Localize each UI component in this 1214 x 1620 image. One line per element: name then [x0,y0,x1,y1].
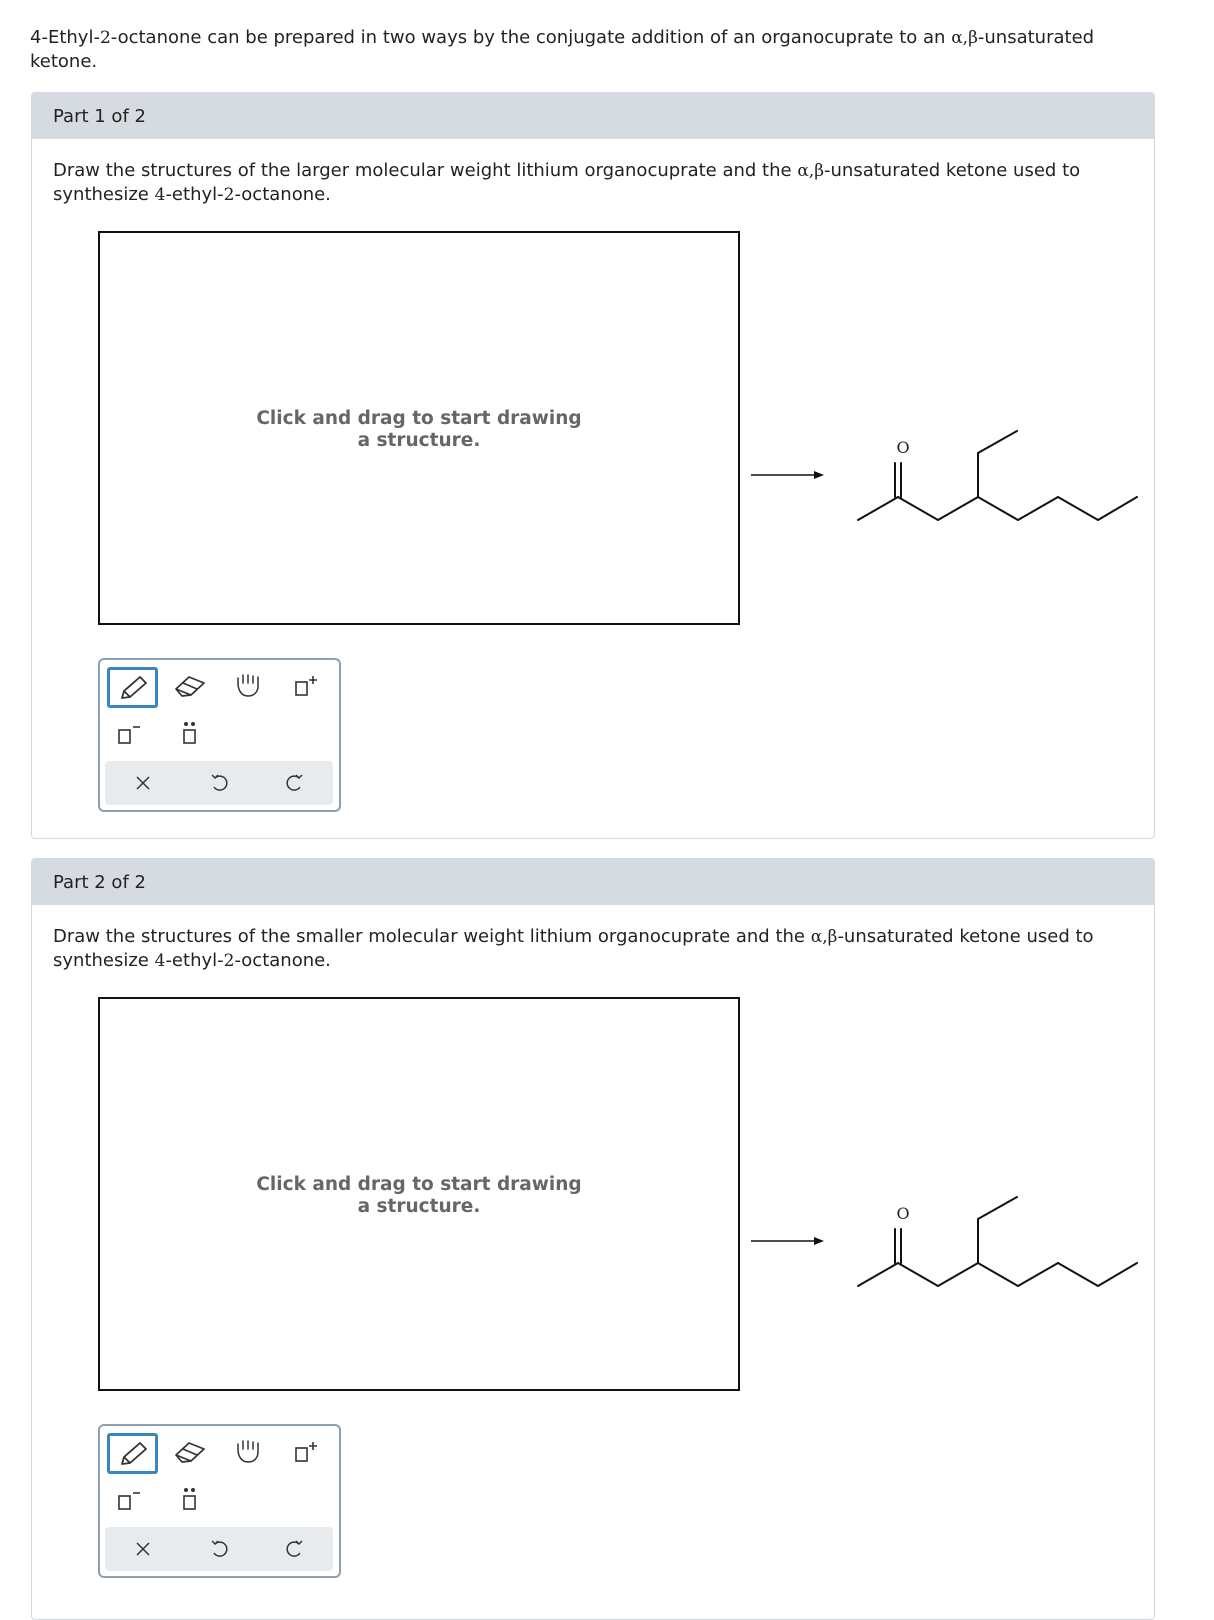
add-charge-icon [287,671,325,701]
clear-button[interactable] [121,1531,165,1567]
product-structure-diagram [748,423,1148,533]
move-tool-button[interactable] [226,668,270,704]
part-1-drawing-canvas[interactable] [98,231,740,625]
hand-icon [229,671,267,701]
oxygen-label: O [896,438,910,457]
remove-charge-button[interactable] [107,716,151,752]
arrow-head [814,1237,824,1245]
pencil-tool-button[interactable] [107,667,158,708]
eraser-tool-button[interactable] [168,668,212,704]
pencil-tool-button[interactable] [107,1433,158,1474]
intro-text: 4-Ethyl-2-octanone can be prepared in two ways by the conjugate addition of an organocuprate to an α,β-unsaturated ketone. [30,27,1095,72]
part-2-drawing-toolbar [98,1424,341,1578]
eraser-icon [171,1437,209,1467]
redo-icon [283,771,307,795]
add-charge-icon [287,1437,325,1467]
lone-pair-icon [171,719,209,749]
part-1-question: Draw the structures of the larger molecular weight lithium organocuprate and the α,β-unsaturated ketone used to synthesize 4-ethyl-2-octanone. [53,160,1081,205]
arrow-head [814,471,824,479]
clear-icon [131,771,155,795]
hand-icon [229,1437,267,1467]
pencil-icon [114,1439,152,1469]
undo-button[interactable] [197,765,241,801]
eraser-tool-button[interactable] [168,1434,212,1470]
clear-icon [131,1537,155,1561]
undo-icon [207,1537,231,1561]
minus-charge-icon [110,719,148,749]
redo-button[interactable] [273,765,317,801]
eraser-icon [171,671,209,701]
minus-charge-icon [110,1485,148,1515]
clear-button[interactable] [121,765,165,801]
lone-pair-icon [171,1485,209,1515]
oxygen-label: O [896,1204,910,1223]
toolbar-action-row [105,761,333,805]
undo-button[interactable] [197,1531,241,1567]
part-1-reaction-product [748,423,1148,533]
canvas-hint: Click and drag to start drawing a structure. [256,408,582,451]
toolbar-action-row [105,1527,333,1571]
undo-icon [207,771,231,795]
product-structure-diagram [748,1189,1148,1299]
part-2-drawing-canvas[interactable] [98,997,740,1391]
redo-button[interactable] [273,1531,317,1567]
part-1-panel [31,92,1155,839]
add-charge-button[interactable] [284,668,328,704]
lone-pair-button[interactable] [168,1482,212,1518]
part-2-header: Part 2 of 2 [32,859,1154,905]
canvas-hint: Click and drag to start drawing a structure. [256,1174,582,1217]
remove-charge-button[interactable] [107,1482,151,1518]
lone-pair-button[interactable] [168,716,212,752]
move-tool-button[interactable] [226,1434,270,1470]
part-1-header: Part 1 of 2 [32,93,1154,139]
pencil-icon [114,673,152,703]
add-charge-button[interactable] [284,1434,328,1470]
part-1-drawing-toolbar [98,658,341,812]
part-2-question: Draw the structures of the smaller molecular weight lithium organocuprate and the α,β-unsaturated ketone used to synthesize 4-ethyl-2-octanone. [53,926,1094,971]
redo-icon [283,1537,307,1561]
part-2-panel [31,858,1155,1620]
part-2-reaction-product [748,1189,1148,1299]
